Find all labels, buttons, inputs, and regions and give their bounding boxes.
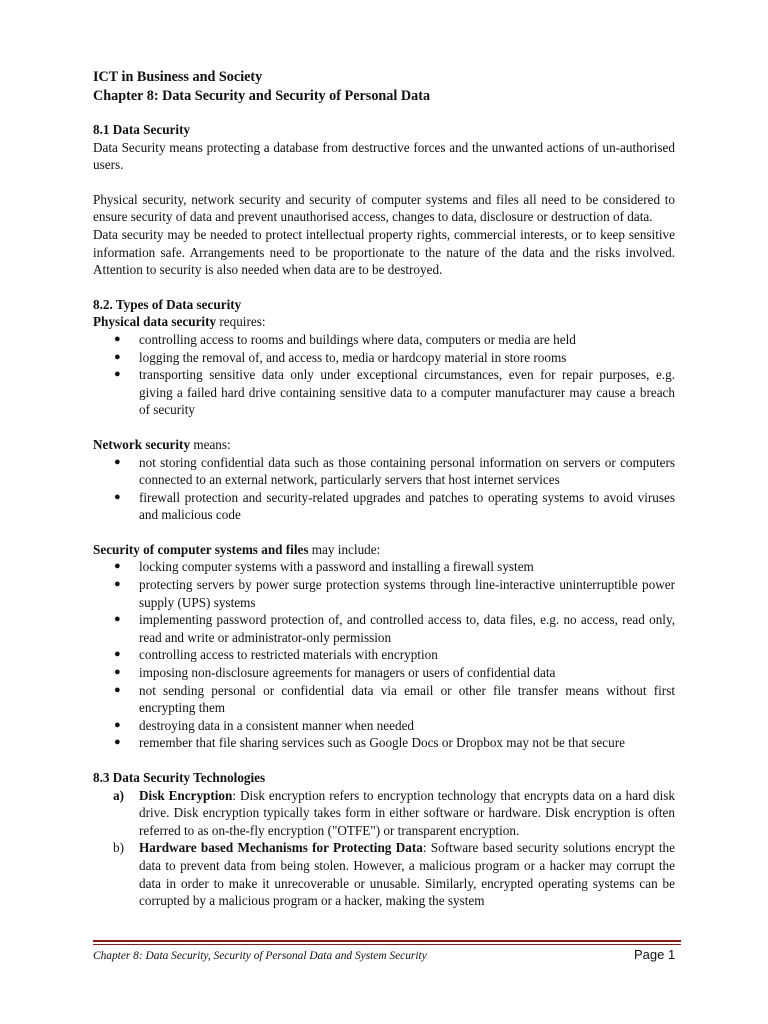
bullet-icon: ●	[114, 455, 121, 468]
footer-divider	[93, 940, 681, 942]
footer-divider-thin	[93, 944, 681, 945]
bullet-icon: ●	[114, 490, 121, 503]
technologies-list	[93, 787, 675, 910]
list-item: ● transporting sensitive data only under exceptional circumstances, even for repair purposes, e.g. giving a failed hard drive containing sensitive data to a computer manufacturer may cause a breach of security	[114, 367, 675, 418]
network-security-list	[93, 454, 675, 524]
paragraph: Physical security, network security and security of computer systems and files all need to be considered to ensure security of data and prevent unauthorised access, changes to data, disclosure or destruction of data.	[93, 191, 675, 225]
bullet-icon: ●	[114, 613, 121, 626]
list-item: ● destroying data in a consistent manner when needed	[114, 717, 415, 733]
list-item: ● imposing non-disclosure agreements for managers or users of confidential data	[114, 665, 556, 681]
bullet-icon: ●	[114, 648, 121, 661]
network-security-intro: Network security means:	[93, 436, 231, 452]
bullet-icon: ●	[114, 560, 121, 573]
section-8-2-heading: 8.2. Types of Data security	[93, 296, 242, 312]
list-item: ● remember that file sharing services such as Google Docs or Dropbox may not be that secure	[114, 735, 625, 751]
systems-security-list	[93, 558, 675, 752]
list-item: ● firewall protection and security-related upgrades and patches to operating systems to avoid viruses and malicious code	[114, 489, 675, 523]
list-marker: a)	[113, 787, 124, 803]
list-item: ● not sending personal or confidential data via email or other file transfer means without first encrypting them	[114, 682, 675, 716]
systems-security-intro: Security of computer systems and files may include:	[93, 541, 381, 557]
physical-security-intro: Physical data security requires:	[93, 314, 266, 330]
bullet-icon: ●	[114, 666, 121, 679]
list-item: ● protecting servers by power surge protection systems through line-interactive uninterruptible power supply (UPS) systems	[114, 577, 675, 610]
physical-security-list	[93, 331, 675, 419]
bullet-icon: ●	[114, 350, 121, 363]
bullet-icon: ●	[114, 718, 121, 731]
list-item: b) Hardware based Mechanisms for Protecting Data: Software based security solutions encrypt the data to prevent data from being stolen. However, a malicious program or a hacker may corrupt the data in order to make it unrecoverable or unusable. Similarly, encrypted operating systems can be corrupted by a malicious program or a hacker, making the system	[113, 840, 676, 909]
bullet-icon: ●	[114, 368, 121, 381]
list-item: ● controlling access to rooms and buildings where data, computers or media are held	[114, 331, 576, 347]
bullet-icon: ●	[114, 332, 121, 345]
document-title: ICT in Business and Society	[93, 69, 263, 85]
bullet-icon: ●	[114, 736, 121, 749]
section-8-3-heading: 8.3 Data Security Technologies	[93, 770, 266, 785]
page-body	[93, 68, 675, 910]
list-marker: b)	[113, 840, 124, 856]
paragraph: Data Security means protecting a database from destructive forces and the unwanted actions of un-authorised users.	[93, 139, 675, 173]
list-item: ● controlling access to restricted materials with encryption	[114, 647, 438, 663]
chapter-title: Chapter 8: Data Security and Security of Personal Data	[93, 87, 431, 104]
list-item: ● logging the removal of, and access to, media or hardcopy material in store rooms	[114, 349, 567, 365]
page-number: Page 1	[634, 947, 676, 962]
footer-chapter-title: Chapter 8: Data Security, Security of Personal Data and System Security	[93, 950, 427, 962]
list-item: ● not storing confidential data such as those containing personal information on servers or computers connected to an external network, particularly servers that host internet services	[114, 454, 675, 488]
section-8-1-heading: 8.1 Data Security	[93, 122, 191, 137]
list-item: a) Disk Encryption: Disk encryption refers to encryption technology that encrypts data on a hard disk drive. Disk encryption typically takes form in either software or hardware. Disk encryption is often referred to as on-the-fly encryption ("OTFE") or transparent encryption.	[113, 787, 676, 838]
list-item: ● implementing password protection of, and controlled access to, data files, e.g. no access, read only, read and write or administrator-only permission	[114, 612, 675, 645]
paragraph: Data security may be needed to protect intellectual property rights, commercial interests, or to keep sensitive information safe. Arrangements need to be proportionate to the nature of the data and the risks involved. Attention to security is also needed when data are to be destroyed.	[93, 226, 675, 278]
list-item: ● locking computer systems with a password and installing a firewall system	[114, 559, 534, 575]
bullet-icon: ●	[114, 578, 121, 591]
bullet-icon: ●	[114, 683, 121, 696]
